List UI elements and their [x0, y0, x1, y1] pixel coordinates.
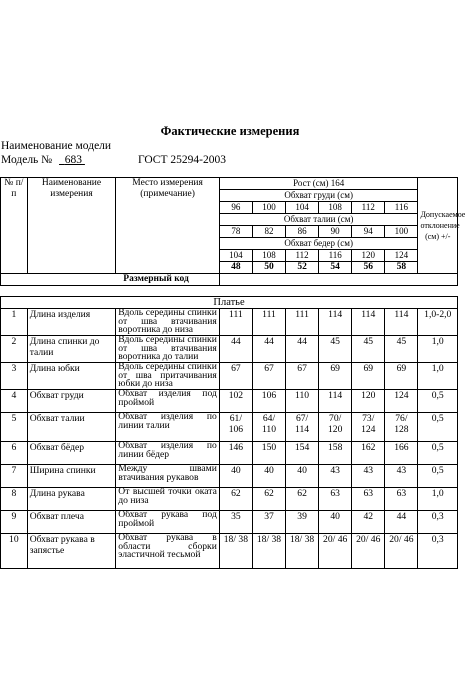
size-code-label: Размерный код	[1, 274, 220, 286]
measurement-name: Обхват рукава в запястье	[27, 534, 116, 569]
measurement-value: 158	[319, 442, 352, 465]
measurement-place: Обхват изделия по линии талии	[116, 413, 220, 442]
waist-value: 100	[385, 226, 418, 238]
table-row	[1, 465, 458, 488]
tolerance-value: 0,3	[418, 511, 458, 534]
measurement-name: Ширина спинки	[27, 465, 116, 488]
chest-value: 116	[385, 202, 418, 214]
tolerance-value: 1,0	[418, 336, 458, 363]
measurement-value: 73/ 124	[352, 413, 385, 442]
measurement-value: 67	[286, 363, 319, 390]
measurement-value: 120	[352, 390, 385, 413]
measurement-value: 61/ 106	[219, 413, 252, 442]
row-number: 1	[1, 309, 28, 336]
measurement-name: Длина юбки	[27, 363, 116, 390]
measurement-value: 45	[385, 336, 418, 363]
table-row	[1, 488, 458, 511]
measurement-value: 62	[252, 488, 285, 511]
measurement-value: 18/ 38	[252, 534, 285, 569]
hips-value: 108	[252, 250, 285, 262]
measurement-value: 40	[219, 465, 252, 488]
measurement-value: 76/ 128	[385, 413, 418, 442]
measurement-name: Обхват талии	[27, 413, 116, 442]
measurement-value: 43	[319, 465, 352, 488]
table-row	[1, 511, 458, 534]
waist-value: 78	[219, 226, 252, 238]
measurement-place: Вдоль середины спинки от шва втачивания воротника до талии	[116, 336, 220, 363]
measurement-value: 62	[219, 488, 252, 511]
row-number: 3	[1, 363, 28, 390]
measurement-value: 166	[385, 442, 418, 465]
size-code: 48	[219, 262, 252, 274]
measurement-place: Вдоль середины спинки от шва притачивания юбки до низа	[116, 363, 220, 390]
chest-header: Обхват груди (см)	[219, 190, 418, 202]
measurement-value: 44	[385, 511, 418, 534]
row-number: 10	[1, 534, 28, 569]
row-number: 7	[1, 465, 28, 488]
waist-header: Обхват талии (см)	[219, 214, 418, 226]
chest-value: 96	[219, 202, 252, 214]
measurement-value: 39	[286, 511, 319, 534]
measurement-value: 40	[286, 465, 319, 488]
col-place-header: Место измерения (примечание)	[116, 178, 220, 274]
table-row	[1, 363, 458, 390]
chest-value: 100	[252, 202, 285, 214]
section-label: Платье	[1, 297, 458, 309]
measurement-value: 64/ 110	[252, 413, 285, 442]
measurement-place: Обхват рукава под проймой	[116, 511, 220, 534]
measurement-value: 106	[252, 390, 285, 413]
size-code: 52	[286, 262, 319, 274]
measurement-value: 45	[352, 336, 385, 363]
measurement-value: 67	[252, 363, 285, 390]
measurement-value: 63	[385, 488, 418, 511]
table-row	[1, 413, 458, 442]
measurement-value: 63	[352, 488, 385, 511]
measurement-value: 114	[319, 309, 352, 336]
measurement-name: Длина рукава	[27, 488, 116, 511]
row-number: 5	[1, 413, 28, 442]
table-row	[1, 309, 458, 336]
measurement-value: 43	[352, 465, 385, 488]
measurement-value: 44	[219, 336, 252, 363]
tolerance-header: Допускаемое отклонение (см) +/-	[418, 178, 458, 274]
tolerance-value: 1,0-2,0	[418, 309, 458, 336]
measurement-place: Обхват изделия по линии бёдер	[116, 442, 220, 465]
measurement-name: Обхват бёдер	[27, 442, 116, 465]
measurement-value: 150	[252, 442, 285, 465]
measurement-value: 40	[319, 511, 352, 534]
measurement-value: 114	[352, 309, 385, 336]
tolerance-value: 0,5	[418, 390, 458, 413]
row-number: 4	[1, 390, 28, 413]
measurement-value: 162	[352, 442, 385, 465]
tolerance-value: 0,5	[418, 442, 458, 465]
measurement-value: 114	[319, 390, 352, 413]
measurement-place: Вдоль середины спинки от шва втачивания воротника до низа	[116, 309, 220, 336]
size-code: 58	[385, 262, 418, 274]
row-number: 6	[1, 442, 28, 465]
measurement-place: Между швами втачивания рукавов	[116, 465, 220, 488]
measurement-value: 37	[252, 511, 285, 534]
measurement-value: 67/ 114	[286, 413, 319, 442]
measurement-value: 44	[286, 336, 319, 363]
row-number: 8	[1, 488, 28, 511]
measurement-value: 18/ 38	[219, 534, 252, 569]
col-name-header: Наименование измерения	[27, 178, 116, 274]
measurement-place: Обхват рукава в области сборки эластичной тесьмой	[116, 534, 220, 569]
measurement-value: 20/ 46	[352, 534, 385, 569]
measurement-value: 44	[252, 336, 285, 363]
document-title: Фактические измерения	[160, 124, 300, 138]
tolerance-value: 1,0	[418, 363, 458, 390]
measurement-value: 69	[385, 363, 418, 390]
model-no-label: Модель №	[1, 154, 53, 166]
measurement-value: 20/ 46	[319, 534, 352, 569]
hips-value: 120	[352, 250, 385, 262]
hips-value: 116	[319, 250, 352, 262]
size-code: 56	[352, 262, 385, 274]
hips-header: Обхват бедер (см)	[219, 238, 418, 250]
standard-label: ГОСТ 25294-2003	[138, 154, 226, 166]
hips-value: 112	[286, 250, 319, 262]
row-number: 2	[1, 336, 28, 363]
model-number-line	[1, 154, 85, 166]
measurement-value: 67	[219, 363, 252, 390]
waist-value: 94	[352, 226, 385, 238]
waist-value: 86	[286, 226, 319, 238]
size-code: 54	[319, 262, 352, 274]
measurement-value: 20/ 46	[385, 534, 418, 569]
measurement-value: 62	[286, 488, 319, 511]
measurement-value: 42	[352, 511, 385, 534]
measurement-value: 146	[219, 442, 252, 465]
height-header: Рост (см) 164	[219, 178, 418, 190]
measurement-value: 69	[319, 363, 352, 390]
measurement-place: Обхват изделия под проймой	[116, 390, 220, 413]
measurement-value: 40	[252, 465, 285, 488]
waist-value: 82	[252, 226, 285, 238]
measurement-value: 111	[286, 309, 319, 336]
model-name-label: Наименование модели	[1, 140, 112, 152]
measurements-table	[0, 177, 465, 569]
measurement-value: 114	[385, 309, 418, 336]
table-row	[1, 336, 458, 363]
measurement-value: 70/ 120	[319, 413, 352, 442]
measurement-value: 110	[286, 390, 319, 413]
measurement-value: 43	[385, 465, 418, 488]
size-code: 50	[252, 262, 285, 274]
chest-value: 112	[352, 202, 385, 214]
table-row	[1, 442, 458, 465]
measurement-value: 18/ 38	[286, 534, 319, 569]
measurement-value: 124	[385, 390, 418, 413]
measurement-value: 69	[352, 363, 385, 390]
measurement-value: 102	[219, 390, 252, 413]
tolerance-value: 0,5	[418, 413, 458, 442]
hips-value: 104	[219, 250, 252, 262]
model-no-value: 683	[64, 154, 83, 166]
measurement-value: 111	[252, 309, 285, 336]
col-no-header: № п/п	[1, 178, 28, 274]
chest-value: 104	[286, 202, 319, 214]
measurement-value: 45	[319, 336, 352, 363]
table-row	[1, 390, 458, 413]
waist-value: 90	[319, 226, 352, 238]
chest-value: 108	[319, 202, 352, 214]
table-row	[1, 534, 458, 569]
measurement-name: Длина спинки до талии	[27, 336, 116, 363]
measurement-value: 111	[219, 309, 252, 336]
measurement-value: 35	[219, 511, 252, 534]
measurement-value: 154	[286, 442, 319, 465]
tolerance-value: 1,0	[418, 488, 458, 511]
measurement-name: Длина изделия	[27, 309, 116, 336]
tolerance-value: 0,3	[418, 534, 458, 569]
measurement-name: Обхват груди	[27, 390, 116, 413]
measurement-value: 63	[319, 488, 352, 511]
hips-value: 124	[385, 250, 418, 262]
measurement-name: Обхват плеча	[27, 511, 116, 534]
measurement-place: От высшей точки оката до низа	[116, 488, 220, 511]
row-number: 9	[1, 511, 28, 534]
tolerance-value: 0,5	[418, 465, 458, 488]
